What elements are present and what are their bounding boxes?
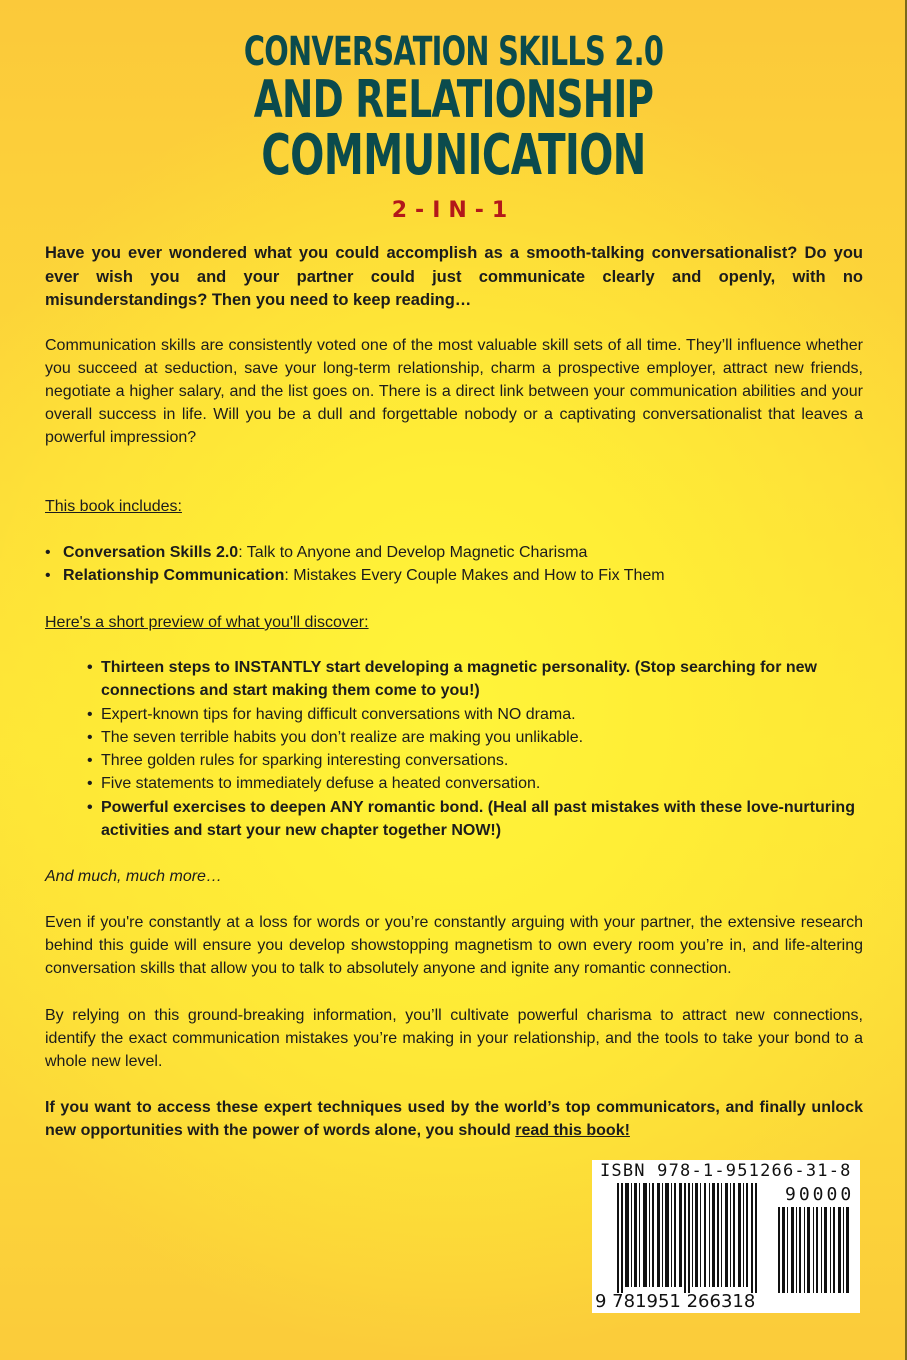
- preview-heading: Here's a short preview of what you'll discover:: [45, 614, 369, 631]
- barcode-bars-main: [617, 1183, 767, 1287]
- preview-item: • Five statements to immediately defuse a heated conversation.: [87, 772, 877, 795]
- book-title-block: [0, 30, 907, 223]
- includes-item-title: Conversation Skills 2.0: [63, 544, 239, 561]
- description-paragraph-1: Communication skills are consistently voted one of the most valuable skill sets of all time. They’ll influence whether you succeed at seduction, save your long-term relationship, charm a prospective employer, attract new friends, negotiate a higher salary, and the list goes on. There is a direct link between your communication abilities and your overall success in life. Will you be a dull and forgettable nobody or a captivating conversationalist that leaves a powerful impression?: [45, 337, 863, 446]
- isbn-barcode: [592, 1160, 860, 1313]
- preview-item: • Thirteen steps to INSTANTLY start developing a magnetic personality. (Stop searching for new connections and start making them come to you!): [87, 656, 877, 703]
- subtitle-2-in-1: 2-IN-1: [391, 198, 516, 223]
- preview-item: • Expert-known tips for having difficult conversations with NO drama.: [87, 703, 877, 726]
- cta-text: If you want to access these expert techniques used by the world’s top communicators, and finally unlock new opportunities with the power of words alone, you should: [45, 1099, 863, 1139]
- call-to-action: [45, 1096, 863, 1142]
- and-much-more-text: And much, much more…: [45, 868, 222, 885]
- description-paragraph-2: Even if you're constantly at a loss for words or you’re constantly arguing with your partner, the extensive research behind this guide will ensure you develop showstopping magnetism to own every room you’re in, and life-altering conversation skills that allow you to talk to absolutely anyone and ignite any romantic connection.: [45, 914, 863, 977]
- title-line-2: AND RELATIONSHIP: [253, 70, 654, 130]
- barcode-addon-number: 90000: [785, 1184, 855, 1205]
- isbn-label: ISBN 978-1-951266-31-8: [600, 1161, 852, 1181]
- read-this-book-link: read this book!: [515, 1122, 630, 1139]
- barcode-digits: 9 781951 266318: [595, 1291, 756, 1312]
- title-line-3: COMMUNICATION: [261, 123, 646, 188]
- includes-item-subtitle: : Mistakes Every Couple Makes and How to Fix Them: [284, 567, 665, 584]
- includes-item: [45, 541, 863, 564]
- includes-item-title: Relationship Communication: [63, 567, 285, 584]
- includes-item: [45, 564, 863, 587]
- preview-item: • The seven terrible habits you don’t realize are making you unlikable.: [87, 726, 877, 749]
- barcode-bars-addon: [778, 1207, 858, 1293]
- description-paragraph-3: By relying on this ground-breaking information, you’ll cultivate powerful charisma to attract new connections, identify the exact communication mistakes you’re making in your relationship, and the tools to take your bond to a whole new level.: [45, 1007, 863, 1070]
- includes-list: [45, 541, 863, 587]
- preview-item: • Powerful exercises to deepen ANY romantic bond. (Heal all past mistakes with these love-nurturing activities and start your new chapter together NOW!): [87, 796, 877, 843]
- includes-heading: This book includes:: [45, 498, 182, 515]
- intro-paragraph: Have you ever wondered what you could accomplish as a smooth-talking conversationalist? Do you ever wish you and your partner could just communicate clearly and openly, with no misunderstandings? Then you need to keep reading…: [45, 244, 863, 309]
- preview-item: • Three golden rules for sparking interesting conversations.: [87, 749, 877, 772]
- title-line-1: CONVERSATION SKILLS 2.0: [243, 29, 664, 75]
- includes-item-subtitle: : Talk to Anyone and Develop Magnetic Charisma: [238, 544, 588, 561]
- preview-list: [87, 656, 877, 842]
